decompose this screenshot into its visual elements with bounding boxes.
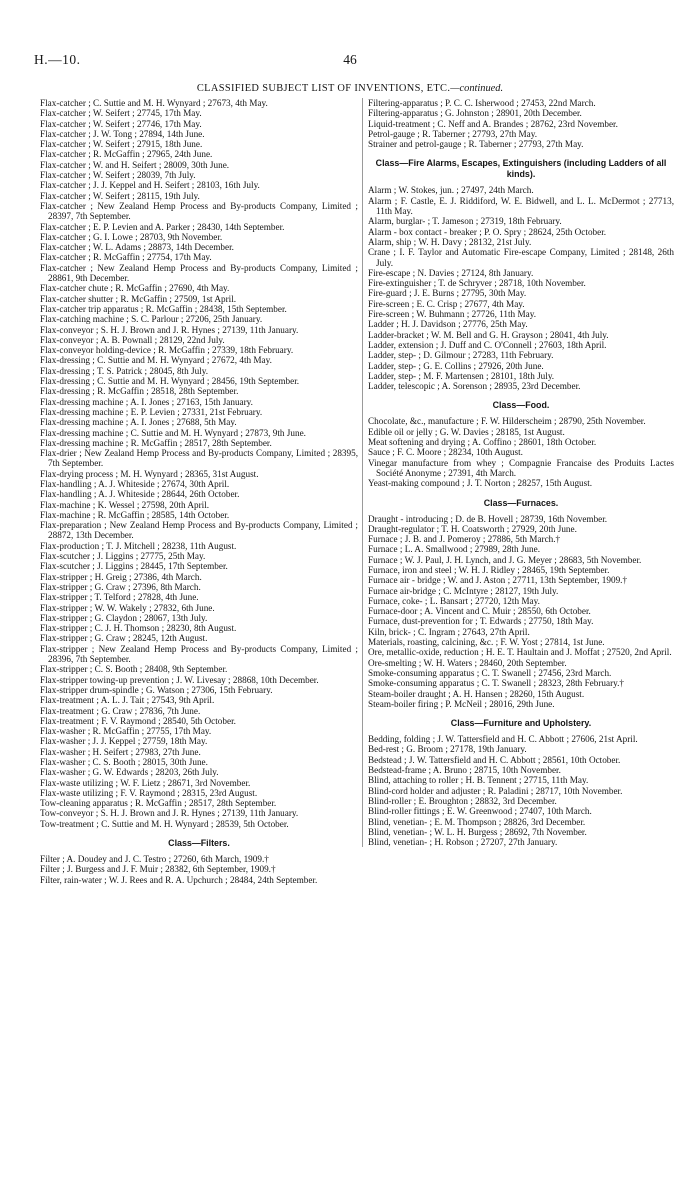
invention-entry: Flax-drying process ; M. H. Wynyard ; 28365, 31st August. xyxy=(40,468,259,479)
invention-entry: Flax-stripper drum-spindle ; G. Watson ; 27306, 15th February. xyxy=(40,684,273,695)
right-column xyxy=(362,98,674,847)
invention-entry: Flax-washer ; G. W. Edwards ; 28203, 26th July. xyxy=(40,767,219,778)
invention-entry: Yeast-making compound ; J. T. Norton ; 28257, 15th August. xyxy=(368,478,593,489)
invention-entry: Fire-screen ; E. C. Crisp ; 27677, 4th May. xyxy=(368,298,525,309)
invention-entry: Filter ; J. Burgess and J. F. Muir ; 28382, 6th September, 1909.† xyxy=(40,864,276,875)
left-column xyxy=(40,98,358,885)
invention-entry: Flax-dressing ; T. S. Patrick ; 28045, 8th July. xyxy=(40,365,209,376)
invention-entry: Furnace-door ; A. Vincent and C. Muir ; 28550, 6th October. xyxy=(368,606,591,617)
invention-entry: Ladder, step- ; D. Gilmour ; 27283, 11th February. xyxy=(368,350,554,361)
invention-entry: Flax-washer ; J. J. Keppel ; 27759, 18th May. xyxy=(40,736,208,747)
invention-entry: Fire-extinguisher ; T. de Schryver ; 28718, 10th November. xyxy=(368,278,586,289)
invention-entry: Alarm, ship ; W. H. Davy ; 28132, 21st July. xyxy=(368,236,532,247)
page-title xyxy=(0,83,700,94)
invention-entry: Flax-treatment ; F. V. Raymond ; 28540, 5th October. xyxy=(40,715,236,726)
invention-entry: Filtering-apparatus ; P. C. C. Isherwood ; 27453, 22nd March. xyxy=(368,98,596,108)
invention-entry: Vinegar manufacture from whey ; Compagnie Francaise des Produits Lactes Société Anonyme ; 27391, 4th March. xyxy=(368,457,674,478)
invention-entry: Blind, venetian- ; W. L. H. Burgess ; 28692, 7th November. xyxy=(368,826,587,837)
invention-entry: Bedstead-frame ; A. Bruno ; 28715, 10th November. xyxy=(368,765,561,776)
invention-entry: Flax-stripper ; G. Claydon ; 28067, 13th July. xyxy=(40,612,208,623)
invention-entry: Flax-dressing machine ; E. P. Levien ; 27331, 21st February. xyxy=(40,406,263,417)
invention-entry: Liquid-treatment ; C. Neff and A. Brandes ; 28762, 23rd November. xyxy=(368,118,618,129)
invention-entry: Sauce ; F. C. Moore ; 28234, 10th August. xyxy=(368,447,523,458)
invention-entry: Flax-waste utilizing ; W. F. Lietz ; 28671, 3rd November. xyxy=(40,777,251,788)
invention-entry: Steam-boiler firing ; P. McNeil ; 28016, 29th June. xyxy=(368,698,555,709)
invention-entry: Flax-catcher trip apparatus ; R. McGaffin ; 28438, 15th September. xyxy=(40,303,287,314)
invention-entry: Strainer and petrol-gauge ; R. Taberner ; 27793, 27th May. xyxy=(368,139,584,150)
invention-entry: Blind, venetian- ; H. Robson ; 27207, 27th January. xyxy=(368,837,558,848)
invention-entry: Flax-catcher ; E. P. Levien and A. Parker ; 28430, 14th September. xyxy=(40,221,285,232)
invention-entry: Blind-roller ; E. Broughton ; 28832, 3rd December. xyxy=(368,795,557,806)
invention-entry: Furnace, coke- ; L. Bansart ; 27720, 12th May. xyxy=(368,595,540,606)
invention-entry: Edible oil or jelly ; G. W. Davies ; 28185, 1st August. xyxy=(368,426,565,437)
invention-entry: Ladder, step- ; G. E. Collins ; 27926, 20th June. xyxy=(368,360,544,371)
invention-entry: Ladder, step- ; M. F. Martensen ; 28101, 18th July. xyxy=(368,370,555,381)
invention-entry: Flax-catcher ; W. Seifert ; 28115, 19th July. xyxy=(40,190,200,201)
invention-entry: Flax-stripper ; G. Craw ; 28245, 12th August. xyxy=(40,633,208,644)
invention-entry: Alarm, burglar- ; T. Jameson ; 27319, 18th February. xyxy=(368,216,562,227)
invention-entry: Flax-conveyor holding-device ; R. McGaffin ; 27339, 18th February. xyxy=(40,345,294,356)
invention-entry: Flax-dressing ; C. Suttie and M. H. Wynyard ; 27672, 4th May. xyxy=(40,355,272,366)
invention-entry: Fire-screen ; W. Buhmann ; 27726, 11th May. xyxy=(368,309,536,320)
invention-entry: Flax-dressing machine ; A. I. Jones ; 27688, 5th May. xyxy=(40,417,237,428)
invention-entry: Flax-conveyor ; S. H. J. Brown and J. R. Hynes ; 27139, 11th January. xyxy=(40,324,299,335)
invention-entry: Flax-treatment ; G. Craw ; 27836, 7th June. xyxy=(40,705,201,716)
invention-entry: Furnace air - bridge ; W. and J. Aston ; 27711, 13th September, 1909.† xyxy=(368,575,628,586)
invention-entry: Flax-stripper towing-up prevention ; J. W. Livesay ; 28868, 10th December. xyxy=(40,674,319,685)
invention-entry: Flax-catcher ; J. W. Tong ; 27894, 14th June. xyxy=(40,128,205,139)
invention-entry: Flax-stripper ; T. Telford ; 27828, 4th June. xyxy=(40,592,199,603)
invention-entry: Petrol-gauge ; R. Taberner ; 27793, 27th May. xyxy=(368,128,538,139)
invention-entry: Smoke-consuming apparatus ; C. T. Swanell ; 28323, 28th February.† xyxy=(368,678,625,689)
document-code: H.—10. xyxy=(34,52,81,67)
invention-entry: Flax-dressing ; R. McGaffin ; 28518, 28th September. xyxy=(40,386,239,397)
invention-entry: Ore, metallic-oxide, reduction ; H. E. T. Haultain and J. Moffat ; 27520, 2nd April. xyxy=(368,647,672,658)
invention-entry: Flax-dressing ; C. Suttie and M. H. Wynyard ; 28456, 19th September. xyxy=(40,376,300,387)
invention-entry: Blind-roller fittings ; E. W. Greenwood ; 27407, 10th March. xyxy=(368,806,592,817)
invention-entry: Ladder, telescopic ; A. Sorenson ; 28935, 23rd December. xyxy=(368,381,581,392)
invention-entry: Steam-boiler draught ; A. H. Hansen ; 28260, 15th August. xyxy=(368,688,585,699)
invention-entry: Flax-dressing machine ; A. I. Jones ; 27163, 15th January. xyxy=(40,396,253,407)
class-heading: Class—Filters. xyxy=(168,838,230,849)
invention-entry: Flax-stripper ; C. J. H. Thomson ; 28230, 8th August. xyxy=(40,623,237,634)
continued-label: —continued. xyxy=(450,83,504,94)
class-heading: Class—Food. xyxy=(492,400,550,411)
invention-entry: Bedding, folding ; J. W. Tattersfield and H. C. Abbott ; 27606, 21st April. xyxy=(368,734,638,745)
invention-entry: Alarm - box contact - breaker ; P. O. Spry ; 28624, 25th October. xyxy=(368,226,607,237)
invention-entry: Tow-conveyor ; S. H. J. Brown and J. R. Hynes ; 27139, 11th January. xyxy=(40,808,299,819)
invention-entry: Flax-catcher chute ; R. McGaffin ; 27690, 4th May. xyxy=(40,283,230,294)
invention-entry: Flax-washer ; C. S. Booth ; 28015, 30th June. xyxy=(40,757,208,767)
invention-entry: Flax-stripper ; G. Craw ; 27396, 8th March. xyxy=(40,581,201,592)
invention-entry: Furnace air-bridge ; C. McIntyre ; 28127, 19th July. xyxy=(368,585,559,596)
invention-entry: Ladder, extension ; J. Duff and C. O'Connell ; 27603, 18th April. xyxy=(368,339,607,350)
invention-entry: Flax-waste utilizing ; F. V. Raymond ; 28315, 23rd August. xyxy=(40,787,258,798)
invention-entry: Blind, venetian- ; E. M. Thompson ; 28826, 3rd December. xyxy=(368,816,586,827)
invention-entry: Furnace, dust-prevention for ; T. Edwards ; 27750, 18th May. xyxy=(368,616,594,627)
invention-entry: Filtering-apparatus ; G. Johnston ; 28901, 20th December. xyxy=(368,108,582,119)
invention-entry: Alarm ; W. Stokes, jun. ; 27497, 24th March. xyxy=(368,185,534,196)
invention-entry: Crane ; I. F. Taylor and Automatic Fire-escape Company, Limited ; 28148, 26th July. xyxy=(368,247,674,268)
invention-entry: Flax-drier ; New Zealand Hemp Process and By-products Company, Limited ; 28395, 7th September. xyxy=(40,448,358,469)
invention-entry: Bedstead ; J. W. Tattersfield and H. C. Abbott ; 28561, 10th October. xyxy=(368,754,621,765)
invention-entry: Fire-guard ; J. E. Burns ; 27795, 30th May. xyxy=(368,288,527,299)
invention-entry: Materials, roasting, calcining, &c. ; F. W. Yost ; 27814, 1st June. xyxy=(368,637,605,648)
invention-entry: Flax-dressing machine ; R. McGaffin ; 28517, 28th September. xyxy=(40,437,272,448)
invention-entry: Draught-regulator ; T. H. Coatsworth ; 27929, 20th June. xyxy=(368,523,577,534)
invention-entry: Flax-catcher ; New Zealand Hemp Process and By-products Company, Limited ; 28397, 7th September. xyxy=(40,200,358,222)
invention-entry: Flax-catcher ; C. Suttie and M. H. Wynyard ; 27673, 4th May. xyxy=(40,98,268,108)
invention-entry: Fire-escape ; N. Davies ; 27124, 8th January. xyxy=(368,267,534,278)
invention-entry: Flax-conveyor ; A. B. Pownall ; 28129, 22nd July. xyxy=(40,334,225,345)
invention-entry: Flax-catcher ; W. L. Adams ; 28873, 14th December. xyxy=(40,242,234,253)
invention-entry: Flax-catcher ; J. J. Keppel and H. Seifert ; 28103, 16th July. xyxy=(40,180,260,191)
invention-entry: Flax-catcher shutter ; R. McGaffin ; 27509, 1st April. xyxy=(40,293,237,304)
invention-entry: Alarm ; F. Castle, E. J. Riddiford, W. E. Bidwell, and L. L. McDermot ; 27713, 11th May. xyxy=(368,195,674,217)
invention-entry: Flax-handling ; A. J. Whiteside ; 27674, 30th April. xyxy=(40,478,230,489)
invention-entry: Flax-treatment ; A. L. J. Tait ; 27543, 9th April. xyxy=(40,695,215,706)
invention-entry: Tow-treatment ; C. Suttie and M. H. Wynyard ; 28539, 5th October. xyxy=(40,818,289,829)
invention-entry: Ore-smelting ; W. H. Waters ; 28460, 20th September. xyxy=(368,657,567,668)
invention-entry: Flax-catcher ; New Zealand Hemp Process and By-products Company, Limited ; 28861, 9th December. xyxy=(40,262,358,284)
invention-entry: Furnace ; L. A. Smallwood ; 27989, 28th June. xyxy=(368,544,540,555)
invention-entry: Flax-catcher ; W. Seifert ; 27915, 18th June. xyxy=(40,139,203,150)
invention-entry: Flax-catcher ; W. and H. Seifert ; 28009, 30th June. xyxy=(40,159,230,170)
invention-entry: Flax-stripper ; W. W. Wakely ; 27832, 6th June. xyxy=(40,602,215,613)
invention-entry: Flax-handling ; A. J. Whiteside ; 28644, 26th October. xyxy=(40,489,240,500)
invention-entry: Flax-machine ; R. McGaffin ; 28585, 14th October. xyxy=(40,509,230,520)
invention-entry: Flax-machine ; K. Wessel ; 27598, 20th April. xyxy=(40,499,210,510)
invention-entry: Flax-catcher ; R. McGaffin ; 27754, 17th May. xyxy=(40,252,212,263)
invention-entry: Draught - introducing ; D. de B. Hovell ; 28739, 16th November. xyxy=(368,513,608,524)
invention-entry: Flax-catcher ; G. I. Lowe ; 28703, 9th November. xyxy=(40,231,223,242)
class-heading: Class—Fire Alarms, Escapes, Extinguishers (including Ladders of all kinds). xyxy=(375,158,667,180)
invention-entry: Flax-production ; T. J. Mitchell ; 28238, 11th August. xyxy=(40,540,237,551)
invention-entry: Flax-catcher ; W. Seifert ; 28039, 7th July. xyxy=(40,170,196,181)
invention-entry: Flax-washer ; H. Seifert ; 27983, 27th June. xyxy=(40,746,201,757)
invention-entry: Flax-stripper ; H. Greig ; 27386, 4th March. xyxy=(40,571,202,582)
invention-entry: Ladder ; H. J. Davidson ; 27776, 25th May. xyxy=(368,319,528,330)
invention-entry: Filter ; A. Doudey and J. C. Testro ; 27260, 6th March, 1909.† xyxy=(40,854,269,865)
page-number: 46 xyxy=(343,52,357,67)
page-title-text: CLASSIFIED SUBJECT LIST OF INVENTIONS, ETC. xyxy=(196,83,451,94)
invention-entry: Ladder-bracket ; W. M. Bell and G. H. Grayson ; 28041, 4th July. xyxy=(368,329,609,340)
class-heading: Class—Furniture and Upholstery. xyxy=(450,718,592,729)
invention-entry: Blind, attaching to roller ; H. B. Tennent ; 27715, 11th May. xyxy=(368,775,589,786)
invention-entry: Tow-cleaning apparatus ; R. McGaffin ; 28517, 28th September. xyxy=(40,798,277,809)
invention-entry: Blind-cord holder and adjuster ; R. Paladini ; 28717, 10th November. xyxy=(368,785,623,796)
invention-entry: Furnace ; J. B. and J. Pomeroy ; 27886, 5th March.† xyxy=(368,534,561,545)
invention-entry: Furnace ; W. J. Paul, J. H. Lynch, and J. G. Meyer ; 28683, 5th November. xyxy=(368,554,642,565)
invention-entry: Furnace, iron and steel ; W. H. J. Ridley ; 28465, 19th September. xyxy=(368,564,610,575)
invention-entry: Flax-preparation ; New Zealand Hemp Process and By-products Company, Limited ; 28872, 13th December. xyxy=(40,520,358,541)
invention-entry: Smoke-consuming apparatus ; C. T. Swanell ; 27456, 23rd March. xyxy=(368,667,612,678)
invention-entry: Kiln, brick- ; C. Ingram ; 27643, 27th April. xyxy=(368,626,530,637)
class-heading: Class—Furnaces. xyxy=(483,497,559,508)
invention-entry: Flax-catcher ; W. Seifert ; 27745, 17th May. xyxy=(40,108,202,119)
invention-entry: Flax-stripper ; New Zealand Hemp Process and By-products Company, Limited ; 28396, 7th September. xyxy=(40,643,358,665)
invention-entry: Meat softening and drying ; A. Coffino ; 28601, 18th October. xyxy=(368,437,597,448)
invention-entry: Flax-scutcher ; J. Liggins ; 27775, 25th May. xyxy=(40,551,206,562)
invention-entry: Flax-catching machine ; S. C. Parlour ; 27206, 25th January. xyxy=(40,314,263,325)
invention-entry: Flax-washer ; R. McGaffin ; 27755, 17th May. xyxy=(40,726,212,737)
invention-entry: Flax-catcher ; W. Seifert ; 27746, 17th May. xyxy=(40,118,202,129)
invention-entry: Bed-rest ; G. Broom ; 27178, 19th January. xyxy=(368,744,527,755)
invention-entry: Filter, rain-water ; W. J. Rees and R. A. Upchurch ; 28484, 24th September. xyxy=(40,874,318,885)
invention-entry: Flax-catcher ; R. McGaffin ; 27965, 24th June. xyxy=(40,149,213,160)
invention-entry: Flax-stripper ; C. S. Booth ; 28408, 9th September. xyxy=(40,664,228,675)
invention-entry: Flax-dressing machine ; C. Suttie and M. H. Wynyard ; 27873, 9th June. xyxy=(40,427,306,438)
invention-entry: Chocolate, &c., manufacture ; F. W. Hilderscheim ; 28790, 25th November. xyxy=(368,416,646,427)
invention-entry: Flax-scutcher ; J. Liggins ; 28445, 17th September. xyxy=(40,561,228,572)
